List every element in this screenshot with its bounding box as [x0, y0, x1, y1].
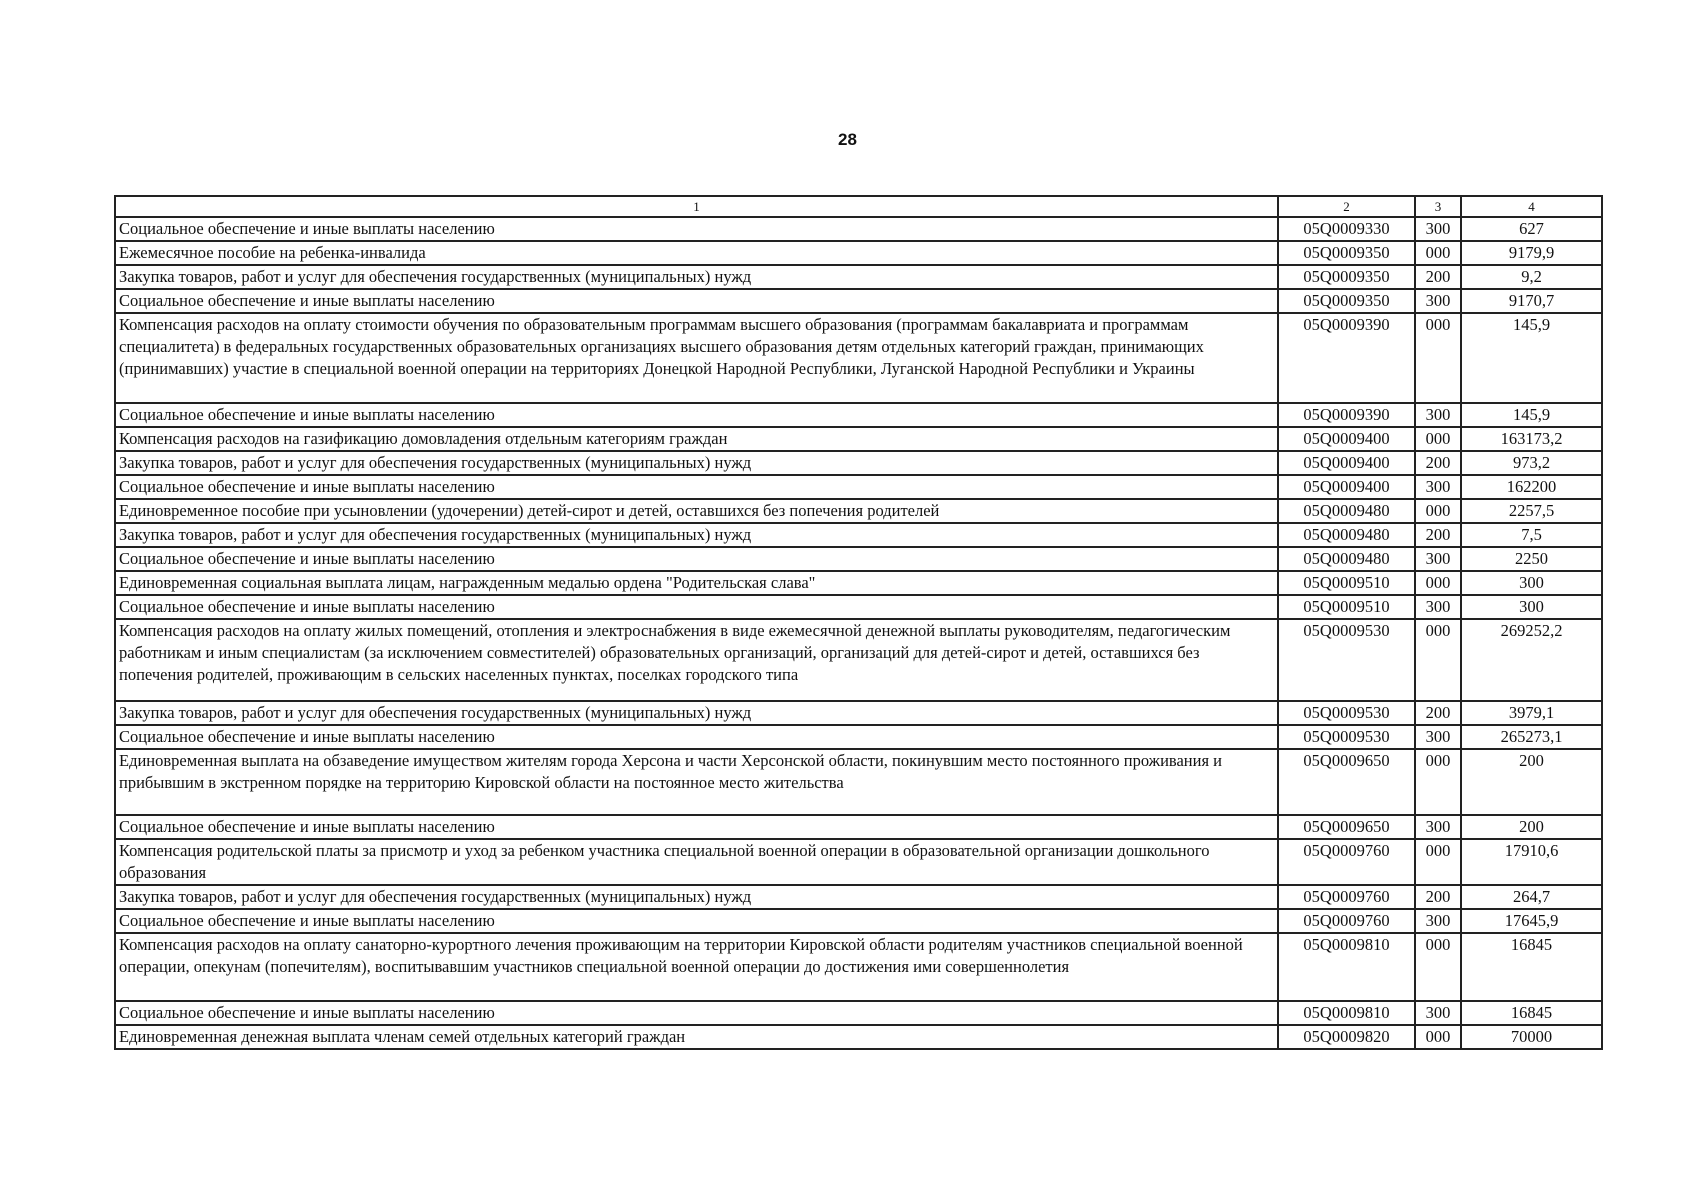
row-code-cell: 05Q0009400	[1278, 427, 1415, 451]
row-name-cell: Ежемесячное пособие на ребенка-инвалида	[115, 241, 1278, 265]
header-col-1: 1	[115, 196, 1278, 217]
table-row	[115, 547, 1602, 571]
row-code-cell: 05Q0009390	[1278, 313, 1415, 403]
row-code-cell: 05Q0009350	[1278, 241, 1415, 265]
row-name-cell: Социальное обеспечение и иные выплаты населению	[115, 815, 1278, 839]
table-row	[115, 725, 1602, 749]
row-code-cell: 05Q0009400	[1278, 475, 1415, 499]
row-name-cell: Социальное обеспечение и иные выплаты населению	[115, 547, 1278, 571]
row-amount-cell: 17910,6	[1461, 839, 1602, 885]
header-col-4: 4	[1461, 196, 1602, 217]
table-row	[115, 403, 1602, 427]
row-amount-cell: 264,7	[1461, 885, 1602, 909]
row-kind-cell: 300	[1415, 547, 1461, 571]
row-code-cell: 05Q0009510	[1278, 595, 1415, 619]
row-code-cell: 05Q0009390	[1278, 403, 1415, 427]
row-code-cell: 05Q0009480	[1278, 499, 1415, 523]
row-kind-cell: 200	[1415, 265, 1461, 289]
row-name-cell: Социальное обеспечение и иные выплаты населению	[115, 1001, 1278, 1025]
table-row	[115, 571, 1602, 595]
row-amount-cell: 145,9	[1461, 403, 1602, 427]
table-row	[115, 217, 1602, 241]
row-amount-cell: 300	[1461, 571, 1602, 595]
row-amount-cell: 3979,1	[1461, 701, 1602, 725]
row-name-cell: Социальное обеспечение и иные выплаты населению	[115, 289, 1278, 313]
row-code-cell: 05Q0009760	[1278, 839, 1415, 885]
row-code-cell: 05Q0009400	[1278, 451, 1415, 475]
row-amount-cell: 200	[1461, 815, 1602, 839]
row-kind-cell: 300	[1415, 403, 1461, 427]
row-name-cell: Компенсация родительской платы за присмотр и уход за ребенком участника специальной военной операции в образовательной организации дошкольного образования	[115, 839, 1278, 885]
row-kind-cell: 200	[1415, 451, 1461, 475]
row-kind-cell: 300	[1415, 217, 1461, 241]
row-amount-cell: 16845	[1461, 1001, 1602, 1025]
table-row	[115, 523, 1602, 547]
row-kind-cell: 000	[1415, 427, 1461, 451]
header-col-3: 3	[1415, 196, 1461, 217]
table-row	[115, 909, 1602, 933]
row-code-cell: 05Q0009530	[1278, 701, 1415, 725]
row-kind-cell: 000	[1415, 241, 1461, 265]
row-name-cell: Социальное обеспечение и иные выплаты населению	[115, 909, 1278, 933]
header-col-2: 2	[1278, 196, 1415, 217]
table-row	[115, 427, 1602, 451]
row-code-cell: 05Q0009350	[1278, 289, 1415, 313]
row-kind-cell: 000	[1415, 619, 1461, 701]
table-row	[115, 749, 1602, 815]
row-code-cell: 05Q0009480	[1278, 547, 1415, 571]
row-code-cell: 05Q0009760	[1278, 909, 1415, 933]
table-row	[115, 475, 1602, 499]
budget-table	[114, 195, 1603, 1050]
row-kind-cell: 000	[1415, 1025, 1461, 1049]
row-code-cell: 05Q0009330	[1278, 217, 1415, 241]
row-kind-cell: 000	[1415, 313, 1461, 403]
row-kind-cell: 300	[1415, 909, 1461, 933]
table-row	[115, 595, 1602, 619]
table-row	[115, 933, 1602, 1001]
row-kind-cell: 200	[1415, 885, 1461, 909]
row-amount-cell: 300	[1461, 595, 1602, 619]
row-code-cell: 05Q0009810	[1278, 933, 1415, 1001]
row-name-cell: Закупка товаров, работ и услуг для обеспечения государственных (муниципальных) нужд	[115, 265, 1278, 289]
row-name-cell: Единовременная денежная выплата членам семей отдельных категорий граждан	[115, 1025, 1278, 1049]
table-row	[115, 815, 1602, 839]
row-name-cell: Закупка товаров, работ и услуг для обеспечения государственных (муниципальных) нужд	[115, 451, 1278, 475]
row-amount-cell: 7,5	[1461, 523, 1602, 547]
row-name-cell: Компенсация расходов на оплату стоимости обучения по образовательным программам высшего образования (программам бакалавриата и программам специалитета) в федеральных государственных образовательных организациях высшего образования детям отдельных категорий граждан, принимающих (принимавших) участие в специальной военной операции на территориях Донецкой Народной Республики, Луганской Народной Республики и Украины	[115, 313, 1278, 403]
row-kind-cell: 200	[1415, 701, 1461, 725]
row-amount-cell: 2250	[1461, 547, 1602, 571]
row-name-cell: Социальное обеспечение и иные выплаты населению	[115, 595, 1278, 619]
row-amount-cell: 145,9	[1461, 313, 1602, 403]
table-row	[115, 619, 1602, 701]
table-header-row	[115, 196, 1602, 217]
row-kind-cell: 000	[1415, 749, 1461, 815]
page-number: 28	[838, 130, 857, 149]
row-name-cell: Компенсация расходов на газификацию домовладения отдельным категориям граждан	[115, 427, 1278, 451]
row-name-cell: Единовременное пособие при усыновлении (удочерении) детей-сирот и детей, оставшихся без попечения родителей	[115, 499, 1278, 523]
row-code-cell: 05Q0009810	[1278, 1001, 1415, 1025]
row-kind-cell: 000	[1415, 571, 1461, 595]
row-kind-cell: 000	[1415, 933, 1461, 1001]
row-name-cell: Единовременная выплата на обзаведение имуществом жителям города Херсона и части Херсонской области, покинувшим место постоянного проживания и прибывшим в экстренном порядке на территорию Кировской области на постоянное место жительства	[115, 749, 1278, 815]
row-amount-cell: 9170,7	[1461, 289, 1602, 313]
table-row	[115, 701, 1602, 725]
row-amount-cell: 269252,2	[1461, 619, 1602, 701]
table-row	[115, 289, 1602, 313]
table-row	[115, 313, 1602, 403]
row-amount-cell: 973,2	[1461, 451, 1602, 475]
row-kind-cell: 000	[1415, 499, 1461, 523]
row-code-cell: 05Q0009650	[1278, 815, 1415, 839]
row-kind-cell: 300	[1415, 475, 1461, 499]
row-code-cell: 05Q0009480	[1278, 523, 1415, 547]
row-code-cell: 05Q0009820	[1278, 1025, 1415, 1049]
row-name-cell: Закупка товаров, работ и услуг для обеспечения государственных (муниципальных) нужд	[115, 701, 1278, 725]
row-amount-cell: 17645,9	[1461, 909, 1602, 933]
row-kind-cell: 300	[1415, 289, 1461, 313]
table-row	[115, 1001, 1602, 1025]
table-row	[115, 839, 1602, 885]
table-row	[115, 885, 1602, 909]
row-code-cell: 05Q0009530	[1278, 619, 1415, 701]
row-kind-cell: 300	[1415, 595, 1461, 619]
table-row	[115, 1025, 1602, 1049]
row-name-cell: Социальное обеспечение и иные выплаты населению	[115, 475, 1278, 499]
row-kind-cell: 300	[1415, 725, 1461, 749]
row-name-cell: Социальное обеспечение и иные выплаты населению	[115, 217, 1278, 241]
row-amount-cell: 2257,5	[1461, 499, 1602, 523]
row-amount-cell: 9179,9	[1461, 241, 1602, 265]
row-kind-cell: 300	[1415, 815, 1461, 839]
table-row	[115, 451, 1602, 475]
row-code-cell: 05Q0009510	[1278, 571, 1415, 595]
row-code-cell: 05Q0009760	[1278, 885, 1415, 909]
row-amount-cell: 163173,2	[1461, 427, 1602, 451]
table-row	[115, 241, 1602, 265]
row-name-cell: Компенсация расходов на оплату жилых помещений, отопления и электроснабжения в виде ежемесячной денежной выплаты руководителям, педагогическим работникам и иным специалистам (за исключением совместителей) образовательных организаций, организаций для детей-сирот и детей, оставшихся без попечения родителей, проживающим в сельских населенных пунктах, поселках городского типа	[115, 619, 1278, 701]
row-amount-cell: 70000	[1461, 1025, 1602, 1049]
table-row	[115, 499, 1602, 523]
row-name-cell: Закупка товаров, работ и услуг для обеспечения государственных (муниципальных) нужд	[115, 885, 1278, 909]
row-amount-cell: 162200	[1461, 475, 1602, 499]
row-code-cell: 05Q0009650	[1278, 749, 1415, 815]
row-code-cell: 05Q0009350	[1278, 265, 1415, 289]
row-name-cell: Социальное обеспечение и иные выплаты населению	[115, 403, 1278, 427]
row-amount-cell: 16845	[1461, 933, 1602, 1001]
row-code-cell: 05Q0009530	[1278, 725, 1415, 749]
table-row	[115, 265, 1602, 289]
row-kind-cell: 300	[1415, 1001, 1461, 1025]
row-amount-cell: 627	[1461, 217, 1602, 241]
row-kind-cell: 000	[1415, 839, 1461, 885]
row-name-cell: Закупка товаров, работ и услуг для обеспечения государственных (муниципальных) нужд	[115, 523, 1278, 547]
row-amount-cell: 9,2	[1461, 265, 1602, 289]
row-amount-cell: 265273,1	[1461, 725, 1602, 749]
row-name-cell: Компенсация расходов на оплату санаторно-курортного лечения проживающим на территории Кировской области родителям участников специальной военной операции, опекунам (попечителям), воспитывавшим участников специальной военной операции до достижения ими совершеннолетия	[115, 933, 1278, 1001]
row-kind-cell: 200	[1415, 523, 1461, 547]
row-amount-cell: 200	[1461, 749, 1602, 815]
row-name-cell: Единовременная социальная выплата лицам, награжденным медалью ордена "Родительская слава"	[115, 571, 1278, 595]
row-name-cell: Социальное обеспечение и иные выплаты населению	[115, 725, 1278, 749]
